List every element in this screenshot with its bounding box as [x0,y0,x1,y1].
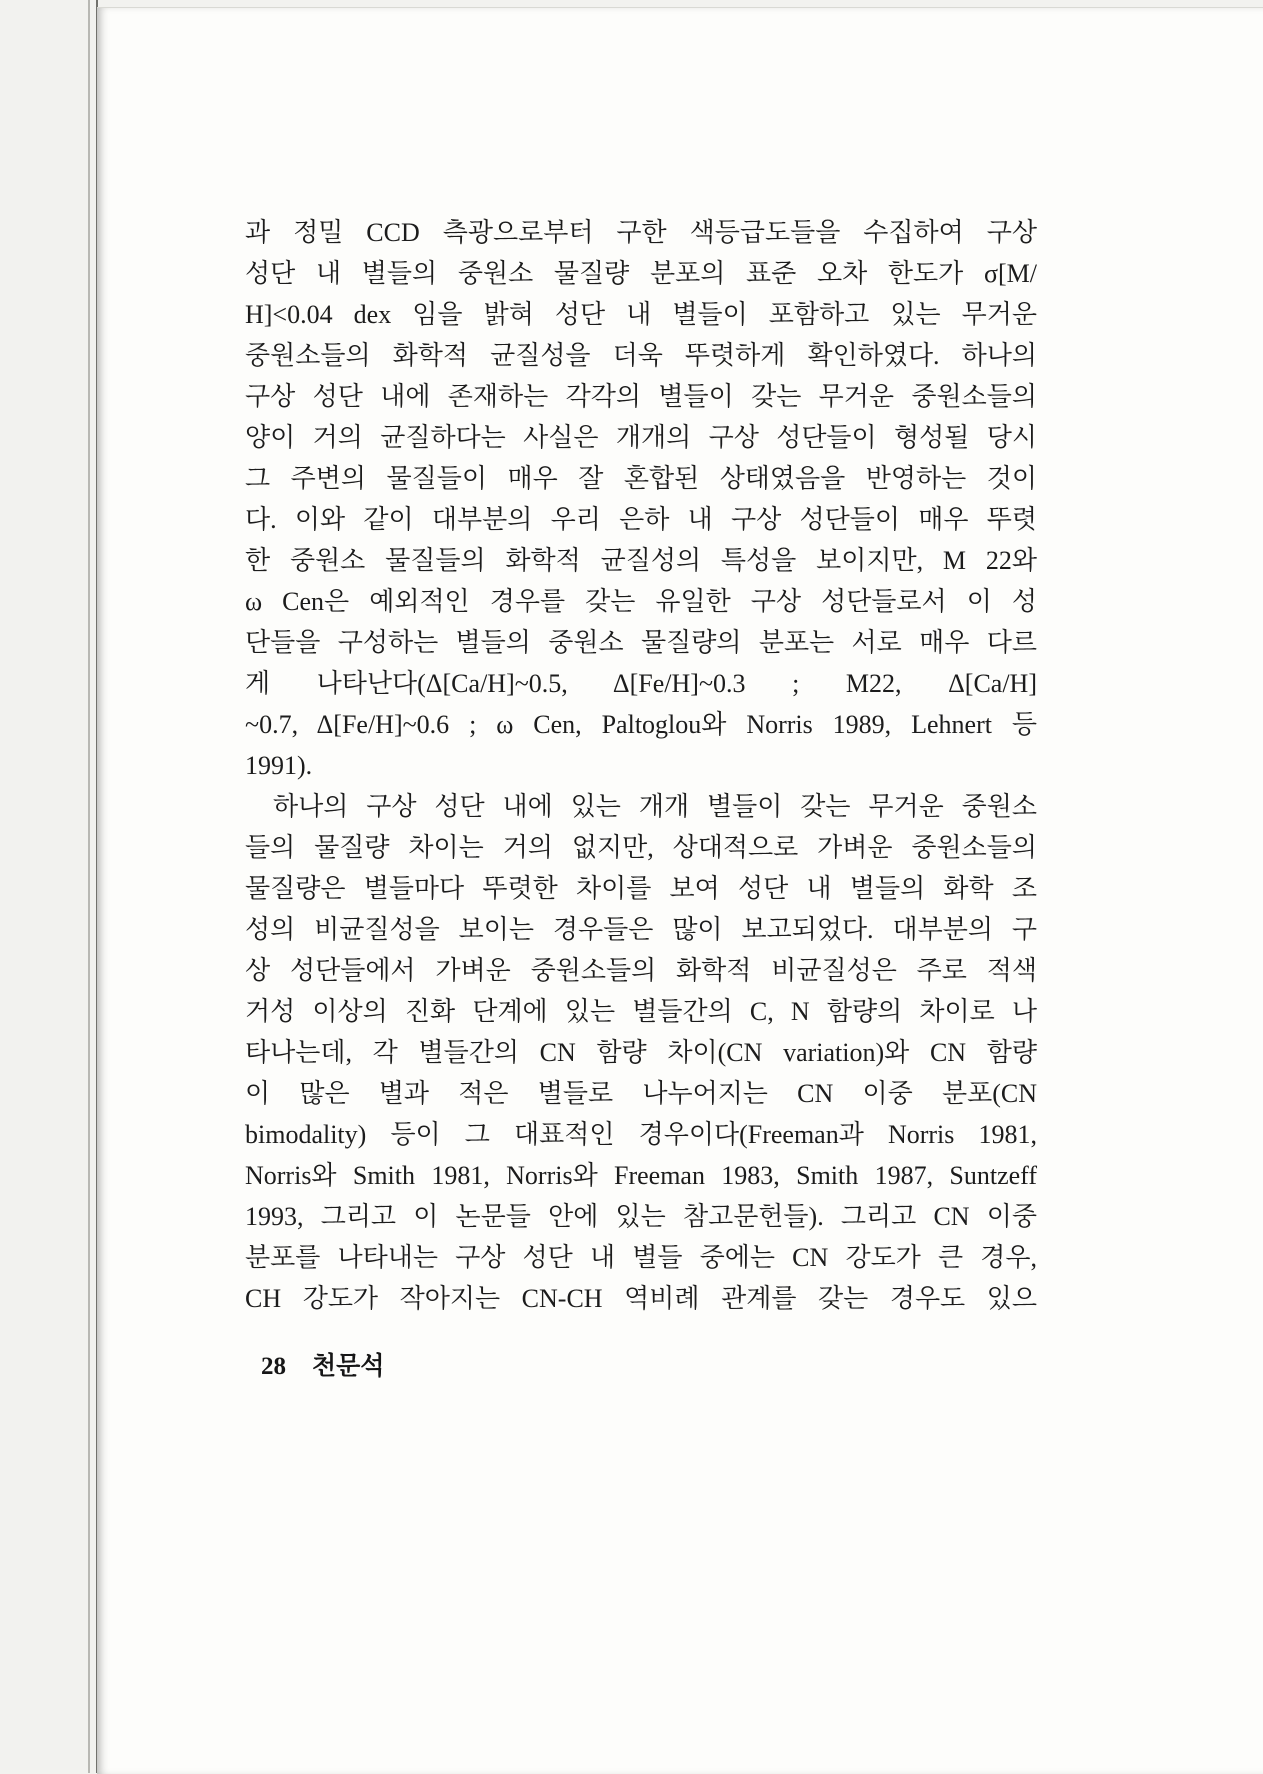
page-number: 28 [261,1353,286,1380]
text-line: 그 주변의 물질들이 매우 잘 혼합된 상태였음을 반영하는 것이 [245,464,1037,493]
text-line: Norris와 Smith 1981, Norris와 Freeman 1983, Smith 1987, Suntzeff [245,1161,1037,1190]
text-line: 게 나타난다(Δ[Ca/H]~0.5, Δ[Fe/H]~0.3 ; M22, Δ[Ca/H] [245,669,1037,698]
text-line: 타나는데, 각 별들간의 CN 함량 차이(CN variation)와 CN 함량 [245,1038,1037,1067]
text-line: 1993, 그리고 이 논문들 안에 있는 참고문헌들). 그리고 CN 이중 [245,1202,1037,1231]
page-text-block [245,212,1037,1387]
text-line: 성의 비균질성을 보이는 경우들은 많이 보고되었다. 대부분의 구 [245,915,1037,944]
text-line: 분포를 나타내는 구상 성단 내 별들 중에는 CN 강도가 큰 경우, [245,1243,1037,1272]
paragraph-1 [245,212,1037,786]
text-line: 다. 이와 같이 대부분의 우리 은하 내 구상 성단들이 매우 뚜렷 [245,505,1037,534]
text-line: 한 중원소 물질들의 화학적 균질성의 특성을 보이지만, M 22와 [245,546,1037,575]
text-line: H]<0.04 dex 임을 밝혀 성단 내 별들이 포함하고 있는 무거운 [245,300,1037,329]
text-line: 단들을 구성하는 별들의 중원소 물질량의 분포는 서로 매우 다르 [245,628,1037,657]
text-line: 물질량은 별들마다 뚜렷한 차이를 보여 성단 내 별들의 화학 조 [245,874,1037,903]
text-line: 구상 성단 내에 존재하는 각각의 별들이 갖는 무거운 중원소들의 [245,382,1037,411]
text-line: 성단 내 별들의 중원소 물질량 분포의 표준 오차 한도가 σ[M/ [245,259,1037,288]
text-line: ~0.7, Δ[Fe/H]~0.6 ; ω Cen, Paltoglou와 Norris 1989, Lehnert 등 [245,710,1037,739]
text-line: 상 성단들에서 가벼운 중원소들의 화학적 비균질성은 주로 적색 [245,956,1037,985]
page-footer [245,1346,1037,1387]
text-line: 들의 물질량 차이는 거의 없지만, 상대적으로 가벼운 중원소들의 [245,833,1037,862]
running-title: 천문석 [312,1353,385,1380]
text-line: ω Cen은 예외적인 경우를 갖는 유일한 구상 성단들로서 이 성 [245,587,1037,616]
book-page [97,7,1263,1774]
text-line: 양이 거의 균질하다는 사실은 개개의 구상 성단들이 형성될 당시 [245,423,1037,452]
text-line: 거성 이상의 진화 단계에 있는 별들간의 C, N 함량의 차이로 나 [245,997,1037,1026]
text-line: 과 정밀 CCD 측광으로부터 구한 색등급도들을 수집하여 구상 [245,218,1037,247]
text-line: CH 강도가 작아지는 CN-CH 역비례 관계를 갖는 경우도 있으 [245,1284,1037,1313]
book-spine-edge-line-outer [88,0,90,1773]
text-line: bimodality) 등이 그 대표적인 경우이다(Freeman과 Norris 1981, [245,1120,1037,1149]
text-line: 중원소들의 화학적 균질성을 더욱 뚜렷하게 확인하였다. 하나의 [245,341,1037,370]
text-line: 1991). [245,751,313,780]
text-line: 하나의 구상 성단 내에 있는 개개 별들이 갖는 무거운 중원소 [273,792,1037,821]
paragraph-2 [245,786,1037,1319]
text-line: 이 많은 별과 적은 별들로 나누어지는 CN 이중 분포(CN [245,1079,1037,1108]
